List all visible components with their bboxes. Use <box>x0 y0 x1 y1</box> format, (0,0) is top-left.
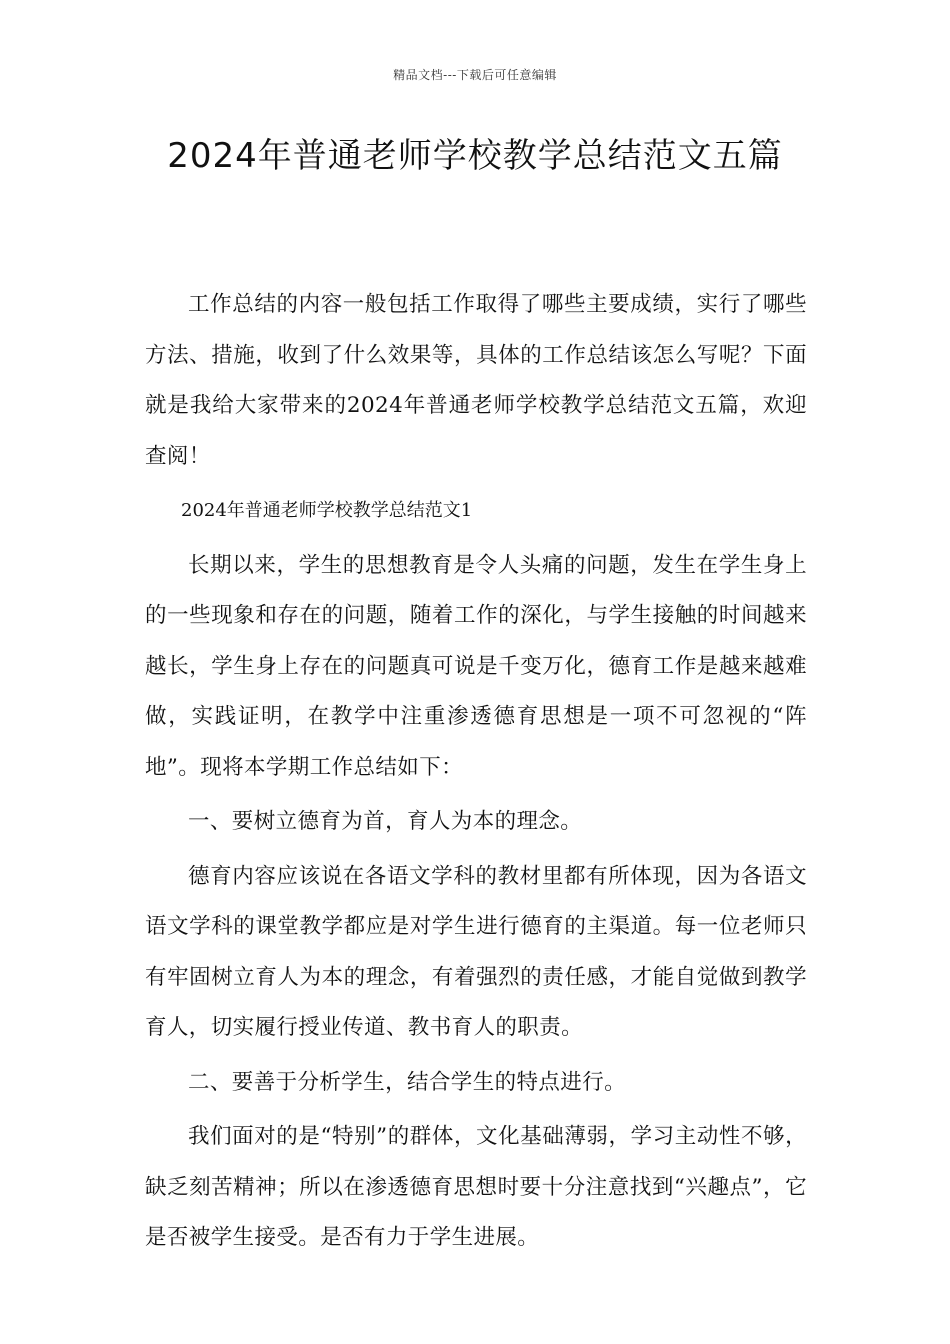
document-title: 2024年普通老师学校教学总结范文五篇 <box>167 136 783 176</box>
body-paragraph: 长期以来，学生的思想教育是令人头痛的问题，发生在学生身上的一些现象和存在的问题，随着工作的深化，与学生接触的时间越来越长，学生身上存在的问题真可说是千变万化，德育工作是越来越难做，实践证明，在教学中注重渗透德育思想是一项不可忽视的“阵地”。现将本学期工作总结如下： <box>145 552 807 780</box>
body-paragraph: 德育内容应该说在各语文学科的教材里都有所体现，因为各语文语文学科的课堂教学都应是对学生进行德育的主渠道。每一位老师只有牢固树立育人为本的理念，有着强烈的责任感，才能自觉做到教学育人，切实履行授业传道、教书育人的职责。 <box>145 863 807 1040</box>
header-note: 精品文档---下载后可任意编辑 <box>393 68 557 82</box>
document-body <box>145 280 807 1268</box>
point-heading-1: 一、要树立德育为首，育人为本的理念。 <box>188 809 583 834</box>
intro-paragraph: 工作总结的内容一般包括工作取得了哪些主要成绩，实行了哪些方法、措施，收到了什么效果等，具体的工作总结该怎么写呢？下面就是我给大家带来的2024年普通老师学校教学总结范文五篇，欢迎查阅！ <box>145 292 807 469</box>
section-heading-sample-1: 2024年普通老师学校教学总结范文1 <box>181 500 473 521</box>
body-paragraph: 我们面对的是“特别”的群体，文化基础薄弱，学习主动性不够，缺乏刻苦精神；所以在渗透德育思想时要十分注意找到“兴趣点”，它是否被学生接受。是否有力于学生进展。 <box>145 1124 807 1250</box>
point-heading-2: 二、要善于分析学生，结合学生的特点进行。 <box>188 1069 627 1095</box>
